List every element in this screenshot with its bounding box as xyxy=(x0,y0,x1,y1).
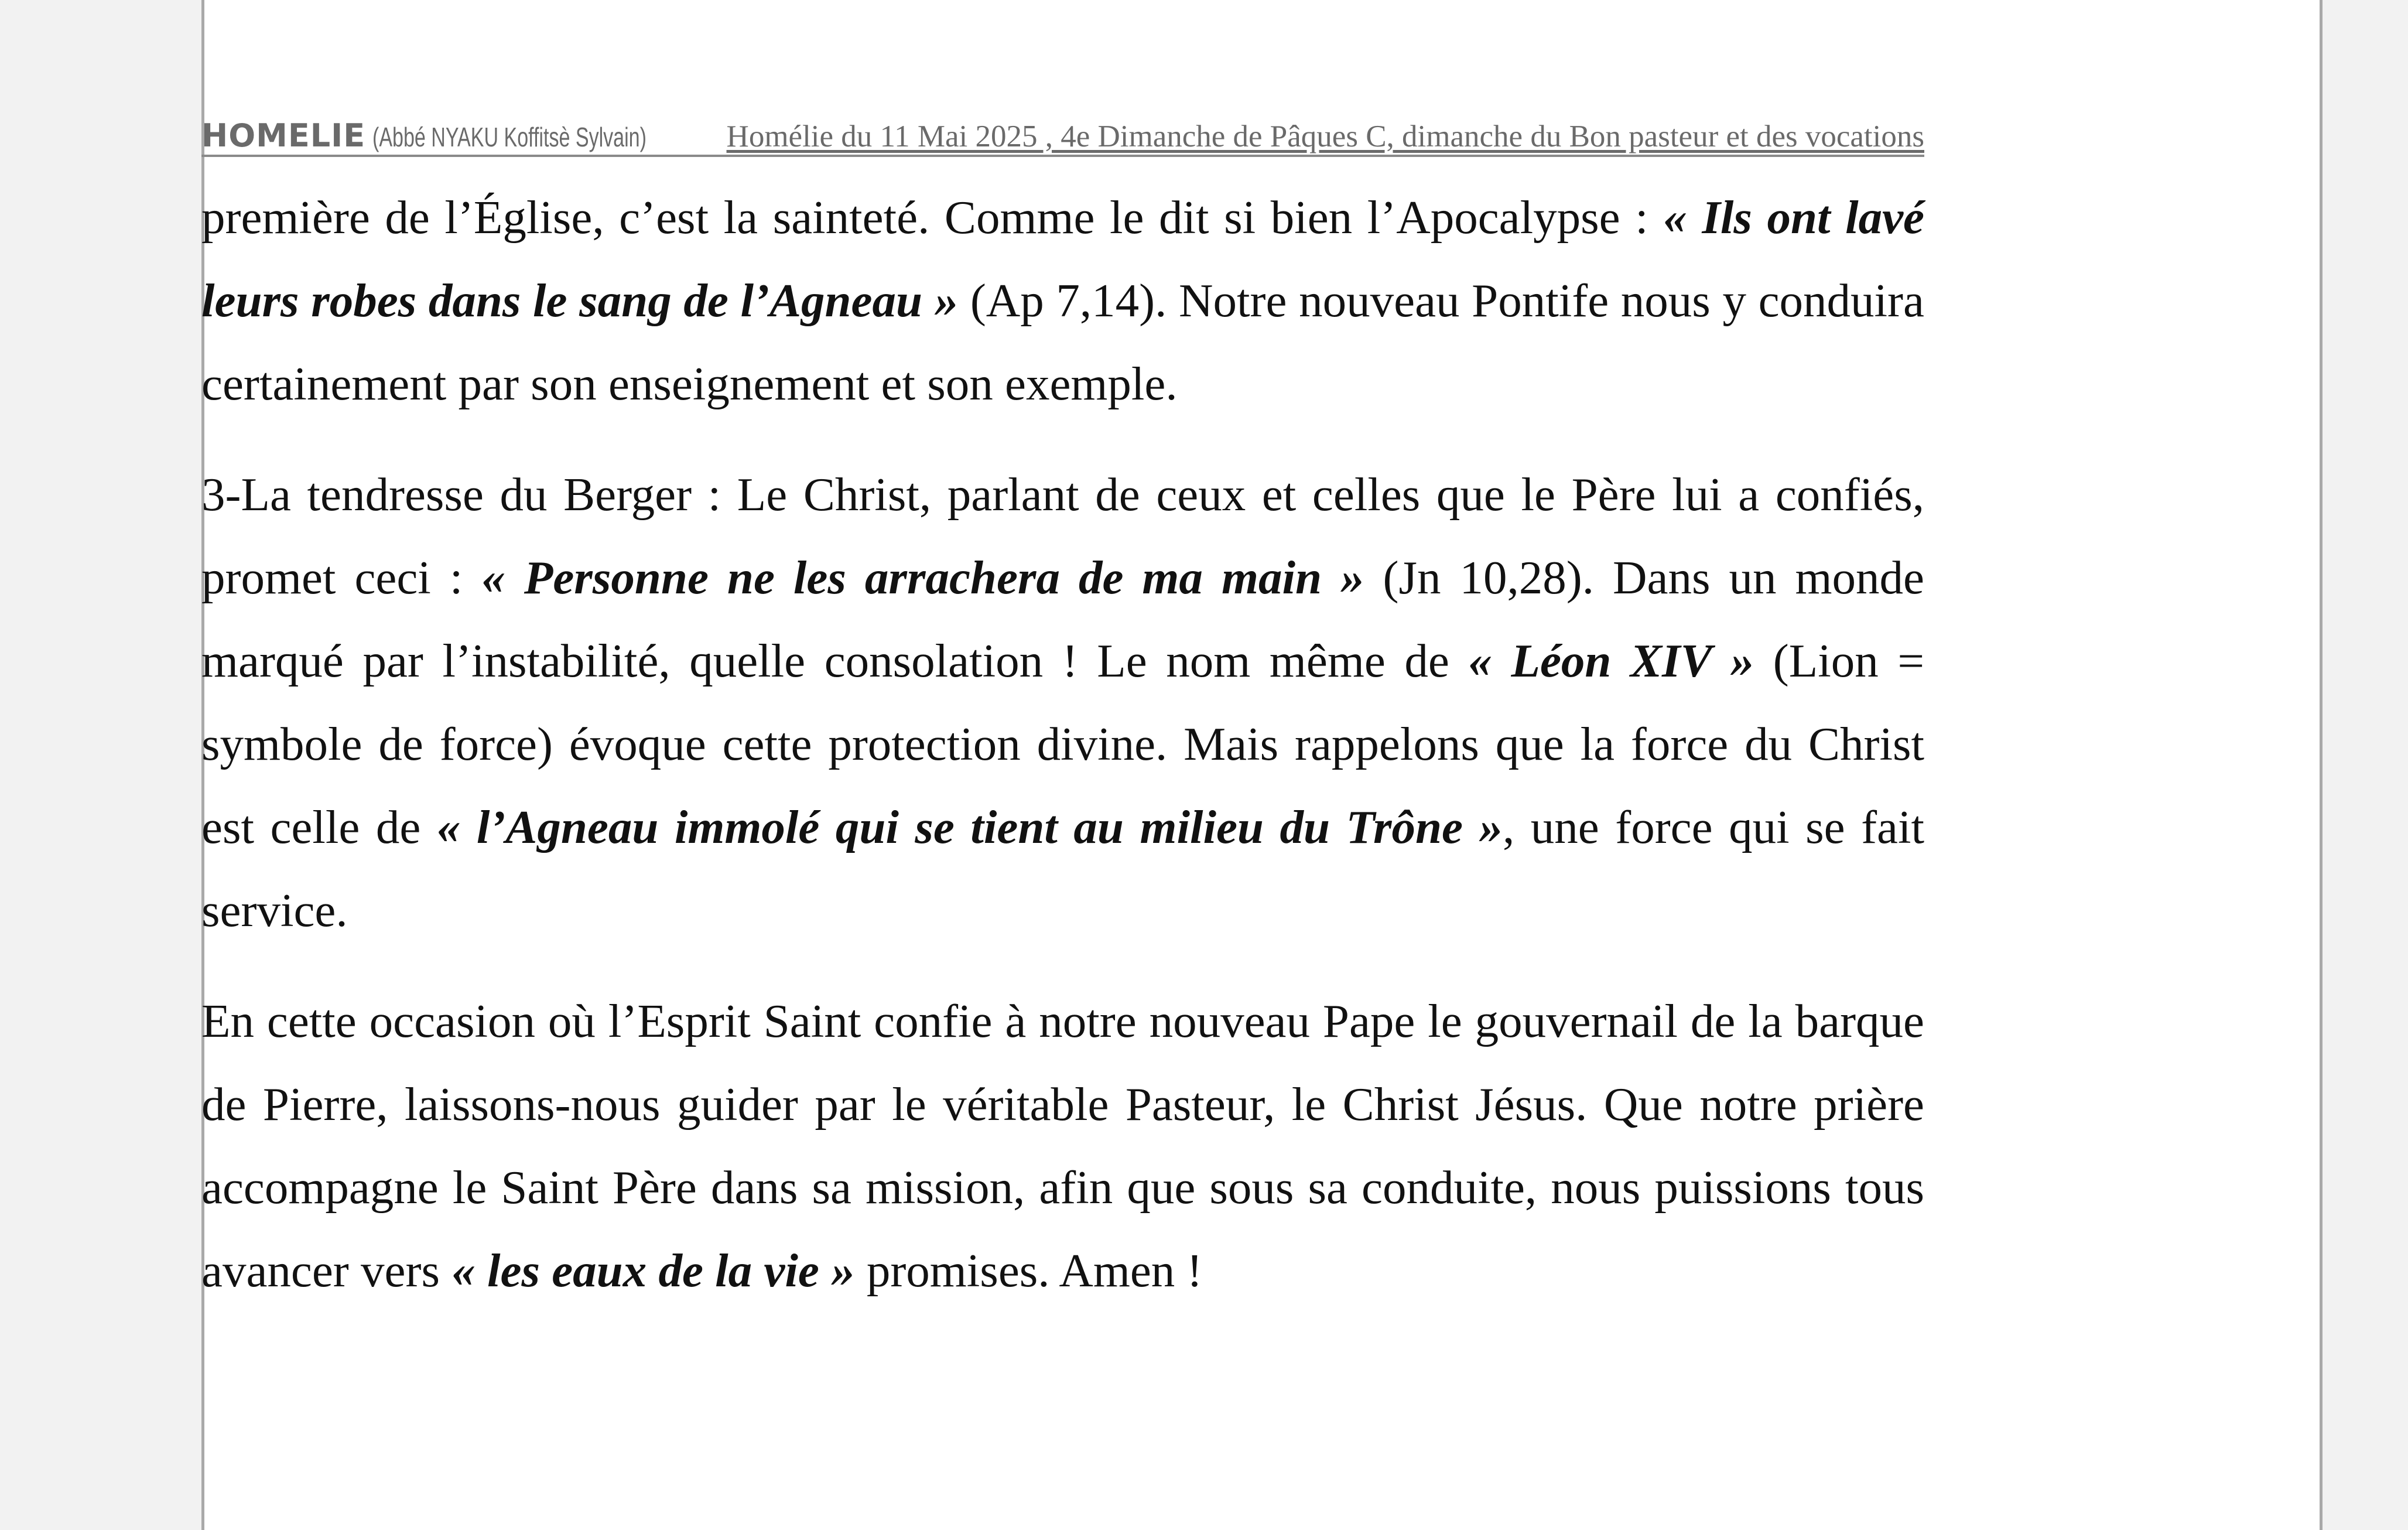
bible-quote: « Ils ont lavé leurs robes dans le sang de l’Agneau » xyxy=(201,191,1924,327)
header-title: Homélie du 11 Mai 2025 , 4e Dimanche de Pâques C, dimanche du Bon pasteur et des vocations xyxy=(726,119,1924,153)
bible-quote: « l’Agneau immolé qui se tient au milieu du Trône » xyxy=(436,801,1503,853)
bible-quote: « Personne ne les arrachera de ma main » xyxy=(481,551,1364,604)
paragraph-text: En cette occasion où l’Esprit Saint confie à notre nouveau Pape le gouvernail de la barque de Pierre, laissons-nous guider par le véritable Pasteur, le Christ Jésus. Que notre prière accompagne le Saint Père dans sa mission, afin que sous sa conduite, nous puissions tous avancer vers xyxy=(201,995,1924,1297)
paragraph-text: première de l’Église, c’est la sainteté. Comme le dit si bien l’Apocalypse : xyxy=(201,191,1664,244)
pope-name-quote: « Léon XIV » xyxy=(1468,634,1754,687)
header-brand: HOMELIE xyxy=(201,117,366,154)
paragraph-conclusion xyxy=(201,979,1924,1312)
document-body xyxy=(201,176,1924,1312)
paragraph-text: , une force qui se fait service. xyxy=(201,801,1925,937)
page-header xyxy=(201,117,1924,157)
paragraph-text: 3-La tendresse du Berger : Le Christ, parlant de ceux et celles que le Père lui a confiés, promet ceci : xyxy=(201,468,1924,604)
paragraph-text: (Ap 7,14). Notre nouveau Pontife nous y conduira certainement par son enseignement et son exemple. xyxy=(201,274,1924,410)
paragraph-text: (Jn 10,28). Dans un monde marqué par l’instabilité, quelle consolation ! Le nom même de xyxy=(201,551,1924,687)
paragraph-tendresse-berger xyxy=(201,453,1924,952)
bible-quote: « les eaux de la vie » xyxy=(452,1244,855,1297)
paragraph-text: (Lion = symbole de force) évoque cette protection divine. Mais rappelons que la force du Christ est celle de xyxy=(201,634,1925,853)
header-author: (Abbé NYAKU Koffitsè Sylvain) xyxy=(372,122,647,152)
paragraph-saintete xyxy=(201,176,1924,425)
paragraph-text: promises. Amen ! xyxy=(854,1244,1203,1297)
